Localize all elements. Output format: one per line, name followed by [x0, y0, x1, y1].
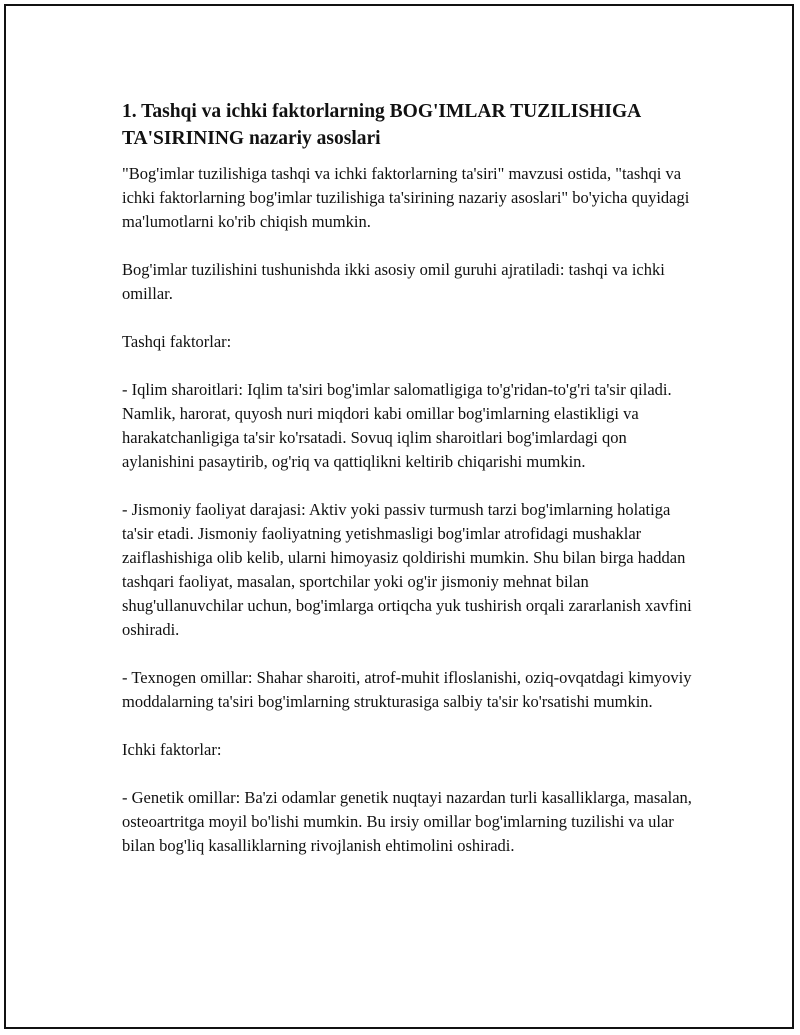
paragraph-technogenic: - Texnogen omillar: Shahar sharoiti, atrof-muhit ifloslanishi, oziq-ovqatdagi kimyoviy moddalarning ta'siri bog'imlarning strukturasiga salbiy ta'sir ko'rsatishi mumkin.: [122, 668, 692, 711]
paragraph-factor-groups: Bog'imlar tuzilishini tushunishda ikki asosiy omil guruhi ajratiladi: tashqi va ichki omillar.: [122, 260, 665, 303]
paragraph-intro: "Bog'imlar tuzilishiga tashqi va ichki faktorlarning ta'siri" mavzusi ostida, "tashqi va ichki faktorlarning bog'imlar tuzilishiga ta'sirining nazariy asoslari" bo'yicha quyidagi ma'lumotlarni ko'rib chiqish mumkin.: [122, 164, 690, 231]
heading-internal-factors: Ichki faktorlar:: [122, 740, 222, 759]
document-body: [122, 98, 702, 882]
paragraph-genetic: - Genetik omillar: Ba'zi odamlar genetik nuqtayi nazardan turli kasalliklarga, masalan, osteoartritga moyil bo'lishi mumkin. Bu irsiy omillar bog'imlarning tuzilishi va ular bilan bog'liq kasalliklarning rivojlanish ehtimolini oshiradi.: [122, 788, 692, 855]
page-frame: [4, 4, 794, 1029]
document-title: 1. Tashqi va ichki faktorlarning BOG'IMLAR TUZILISHIGA TA'SIRINING nazariy asoslari: [122, 101, 641, 149]
heading-external-factors: Tashqi faktorlar:: [122, 332, 232, 351]
paragraph-climate: - Iqlim sharoitlari: Iqlim ta'siri bog'imlar salomatligiga to'g'ridan-to'g'ri ta'sir qiladi. Namlik, harorat, quyosh nuri miqdori kabi omillar bog'imlarning elastikligi va harakatchanligiga ta'sir ko'rsatadi. Sovuq iqlim sharoitlari bog'imlardagi qon aylanishini pasaytirib, og'riq va qattiqlikni keltirib chiqarishi mumkin.: [122, 380, 672, 471]
paragraph-physical-activity: - Jismoniy faoliyat darajasi: Aktiv yoki passiv turmush tarzi bog'imlarning holatiga ta'sir etadi. Jismoniy faoliyatning yetishmasligi bog'imlar atrofidagi mushaklar zaiflashishiga olib kelib, ularni himoyasiz qoldirishi mumkin. Shu bilan birga haddan tashqari faoliyat, masalan, sportchilar yoki og'ir jismoniy mehnat bilan shug'ullanuvchilar uchun, bog'imlarga ortiqcha yuk tushirish orqali zararlanish xavfini oshiradi.: [122, 500, 692, 639]
